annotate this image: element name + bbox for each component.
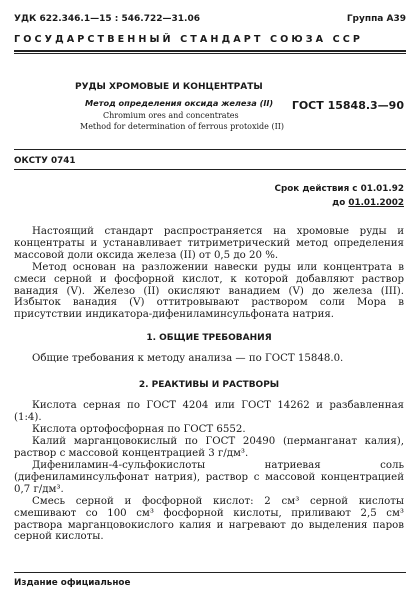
footer-rule xyxy=(14,572,406,573)
header-rule-bottom xyxy=(14,53,406,54)
intro-paragraph-1: Настоящий стандарт распространяется на хромовые руды и концентраты и устанавливает титриметрический метод определения массовой доли оксида железа (II) от 0,5 до 20 %. xyxy=(14,226,404,261)
standard-title: ГОСУДАРСТВЕННЫЙ СТАНДАРТ СОЮЗА ССР xyxy=(14,34,364,45)
validity-end-date: 01.01.2002 xyxy=(348,198,404,208)
oksu-underline xyxy=(14,169,406,170)
validity-start: Срок действия с 01.01.92 xyxy=(274,184,404,194)
validity-end-prefix: до xyxy=(332,198,349,208)
reagent-diphenylamine-sulfonate: Дифениламин-4-сульфокислоты натриевая соль (дифениламинсульфонат натрия), раствор с массовой концентрацией 0,7 г/дм³. xyxy=(14,460,404,495)
header-rule-top xyxy=(14,50,406,52)
section-2-title: 2. РЕАКТИВЫ И РАСТВОРЫ xyxy=(138,380,280,390)
acid-mixture-preparation: Смесь серной и фосфорной кислот: 2 см³ серной кислоты смешивают со 100 см³ фосфорной кислоты, приливают 2,5 см³ раствора марганцовокислого калия и нагревают до выделения паров серной кислоты. xyxy=(14,496,404,543)
group-code: Группа А39 xyxy=(346,14,406,24)
document-title-english-line-2: Method for determination of ferrous protoxide (II) xyxy=(80,122,285,131)
official-edition-label: Издание официальное xyxy=(14,578,131,588)
reagent-sulfuric-acid: Кислота серная по ГОСТ 4204 или ГОСТ 14262 и разбавленная (1:4). xyxy=(14,400,404,423)
oksu-code: ОКСТУ 0741 xyxy=(14,156,76,166)
intro-paragraph-2: Метод основан на разложении навески руды или концентрата в смеси серной и фосфорной кислот, к которой добавляют раствор ванадия (V). Железо (II) окисляют ванадием (V) до железа (III). Избыток ванадия (V) оттитровывают раствором соли Мора в присутствии индикатора-дифениламинсульфоната натрия. xyxy=(14,262,404,321)
document-title: РУДЫ ХРОМОВЫЕ И КОНЦЕНТРАТЫ xyxy=(75,82,263,92)
document-subtitle: Метод определения оксида железа (II) xyxy=(85,98,274,108)
gost-number: ГОСТ 15848.3—90 xyxy=(291,99,404,112)
validity-end xyxy=(332,198,404,208)
section-1-text: Общие требования к методу анализа — по ГОСТ 15848.0. xyxy=(32,353,344,364)
reagent-potassium-permanganate: Калий марганцовокислый по ГОСТ 20490 (перманганат калия), раствор с массовой концентрацией 3 г/дм³. xyxy=(14,436,404,459)
document-title-english-line-1: Chromium ores and concentrates xyxy=(103,111,239,120)
udk-code: УДК 622.346.1—15 : 546.722—31.06 xyxy=(14,14,200,24)
oksu-rule xyxy=(14,149,406,150)
reagent-phosphoric-acid: Кислота ортофосфорная по ГОСТ 6552. xyxy=(32,424,246,435)
section-1-title: 1. ОБЩИЕ ТРЕБОВАНИЯ xyxy=(146,333,272,343)
